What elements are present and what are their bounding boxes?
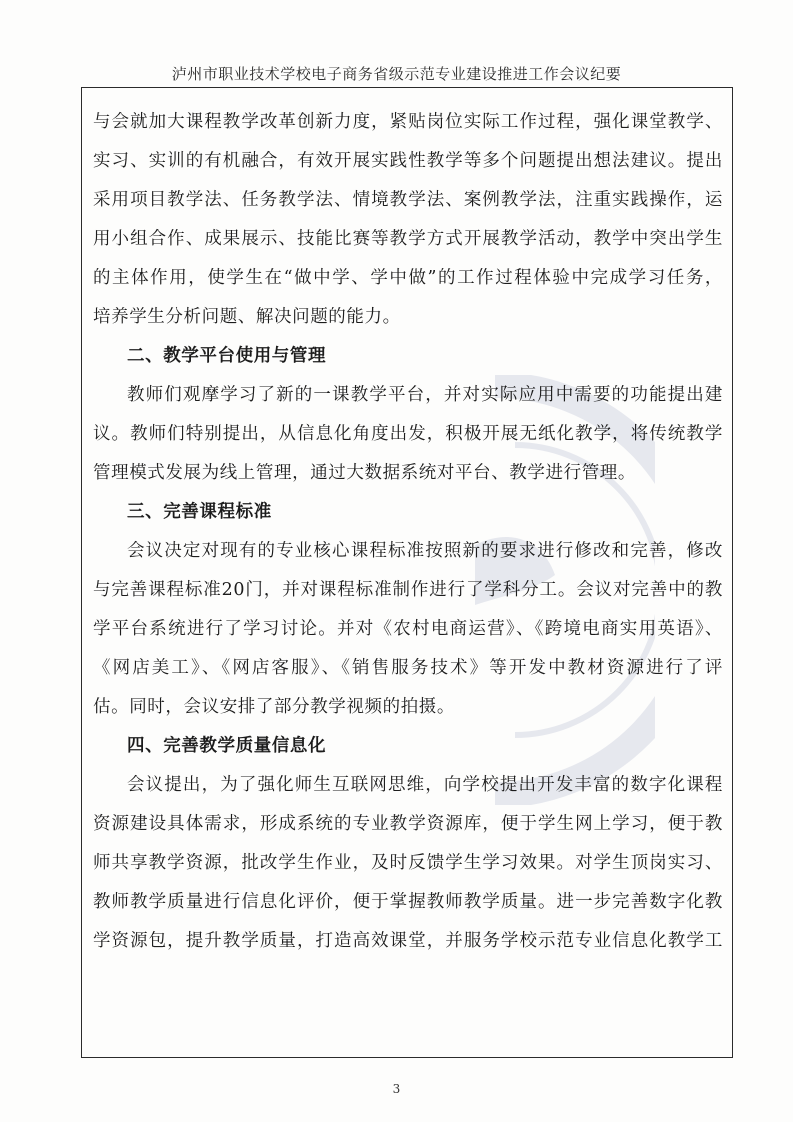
text-line: 用小组合作、成果展示、技能比赛等教学方式开展教学活动，教学中突出学生 (93, 229, 723, 249)
text-line: 实习、实训的有机融合，有效开展实践性教学等多个问题提出想法建议。提出 (93, 151, 723, 171)
page-header-title: 泸州市职业技术学校电子商务省级示范专业建设推进工作会议纪要 (171, 65, 622, 83)
text-line: 培养学生分析问题、解决问题的能力。 (93, 307, 401, 327)
paragraph-quality (93, 766, 723, 961)
section-heading: 二、教学平台使用与管理 (127, 346, 327, 366)
text-line: 教师教学质量进行信息化评价，便于掌握教师教学质量。进一步完善数字化教 (93, 892, 723, 912)
text-line: 师共享教学资源，批改学生作业，及时反馈学生学习效果。对学生顶岗实习、 (93, 853, 723, 873)
body-text (93, 103, 723, 961)
text-line: 与完善课程标准20门，并对课程标准制作进行了学科分工。会议对完善中的教 (93, 580, 723, 600)
text-line: 议。教师们特别提出，从信息化角度出发，积极开展无纸化教学，将传统教学 (93, 424, 723, 444)
text-line: 教师们观摩学习了新的一课教学平台，并对实际应用中需要的功能提出建 (127, 385, 723, 405)
paragraph-curriculum (93, 532, 723, 727)
page-number: 3 (392, 1082, 401, 1096)
section-heading: 四、完善教学质量信息化 (127, 736, 327, 756)
text-line: 学平台系统进行了学习讨论。并对《农村电商运营》、《跨境电商实用英语》、 (93, 619, 723, 639)
text-line: 会议决定对现有的专业核心课程标准按照新的要求进行修改和完善，修改 (127, 541, 723, 561)
paragraph-platform (93, 376, 723, 493)
text-line: 资源建设具体需求，形成系统的专业教学资源库，便于学生网上学习，便于教 (93, 814, 723, 834)
paragraph-continuation (93, 103, 723, 337)
text-line: 《网店美工》、《网店客服》、《销售服务技术》等开发中教材资源进行了评 (93, 658, 723, 678)
text-line: 采用项目教学法、任务教学法、情境教学法、案例教学法，注重实践操作，运 (93, 190, 723, 210)
text-line: 学资源包，提升教学质量，打造高效课堂，并服务学校示范专业信息化教学工 (93, 931, 723, 951)
text-line: 会议提出，为了强化师生互联网思维，向学校提出开发丰富的数字化课程 (127, 775, 723, 795)
text-line: 的主体作用，使学生在“做中学、学中做”的工作过程体验中完成学习任务， (93, 268, 723, 288)
text-line: 估。同时，会议安排了部分教学视频的拍摄。 (93, 697, 455, 717)
text-line: 管理模式发展为线上管理，通过大数据系统对平台、教学进行管理。 (93, 463, 636, 483)
section-heading: 三、完善课程标准 (127, 502, 272, 522)
text-line: 与会就加大课程教学改革创新力度，紧贴岗位实际工作过程，强化课堂教学、 (93, 112, 723, 132)
